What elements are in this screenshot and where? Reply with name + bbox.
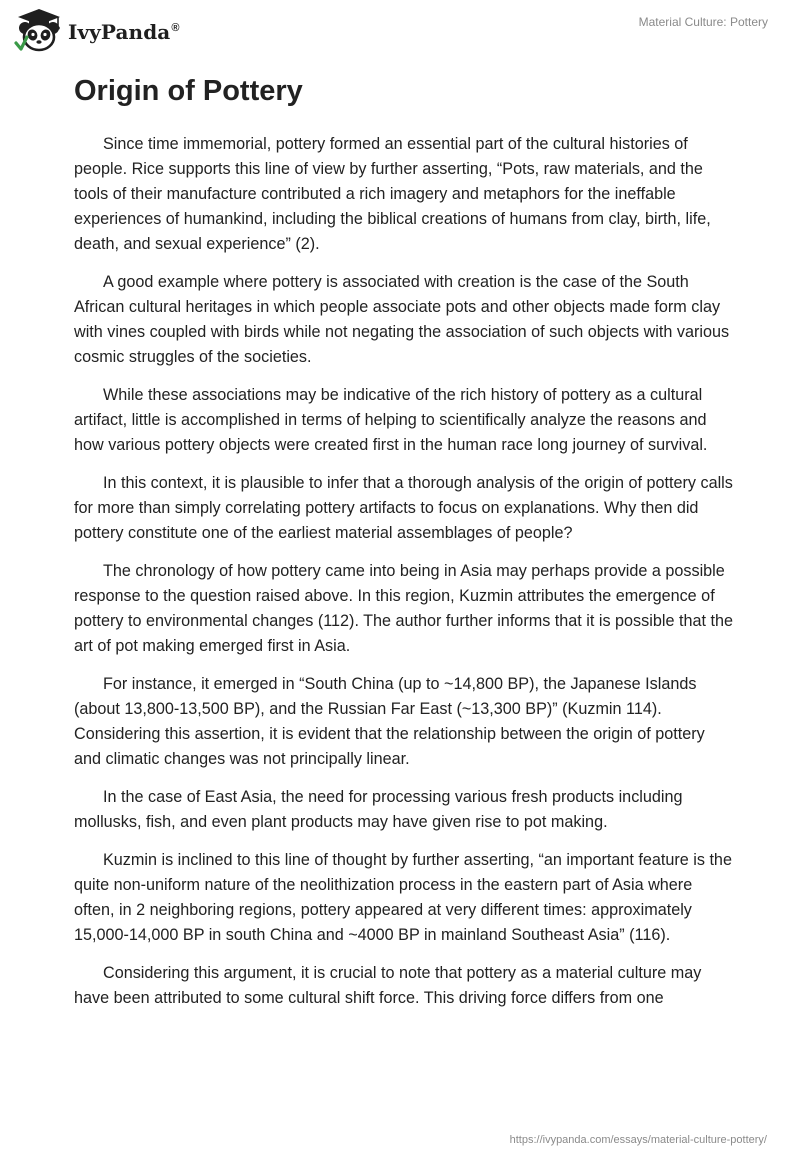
paragraph-3: While these associations may be indicative of the rich history of pottery as a cultural artifact, little is accomplished in terms of helping to scientifically analyze the reasons and how various pottery objects were created first in the human race long journey of survival. xyxy=(74,386,708,454)
paragraph-6: For instance, it emerged in “South China (up to ~14,800 BP), the Japanese Islands (about 13,800-13,500 BP), and the Russian Far East (~13,300 BP)” (Kuzmin 114). Considering this assertion, it is evident that the relationship between the origin of pottery and climatic changes was not principally linear. xyxy=(74,675,705,768)
registered-mark: ® xyxy=(171,22,180,35)
source-url[interactable]: https://ivypanda.com/essays/material-culture-pottery/ xyxy=(509,1134,767,1146)
logo-wordmark: IvyPanda® xyxy=(68,20,180,44)
paragraph-7: In the case of East Asia, the need for processing various fresh products including mollusks, fish, and even plant products may have given rise to pot making. xyxy=(74,788,683,831)
essay-body xyxy=(74,72,734,1024)
paragraph-2: A good example where pottery is associated with creation is the case of the South African cultural heritages in which people associate pots and other objects made form clay with vines coupled with birds while not negating the association of such objects with various cosmic struggles of the societies. xyxy=(74,273,730,366)
paragraph-8: Kuzmin is inclined to this line of thought by further asserting, “an important feature is the quite non-uniform nature of the neolithization process in the eastern part of Asia where often, in 2 neighboring regions, pottery appeared at very different times: approximately 15,000-14,000 BP in south China and ~4000 BP in mainland Southeast Asia” (116). xyxy=(74,851,732,944)
document-title: Material Culture: Pottery xyxy=(638,15,768,29)
ivypanda-logo[interactable] xyxy=(14,7,180,53)
paragraph-1: Since time immemorial, pottery formed an essential part of the cultural histories of people. Rice supports this line of view by further asserting, “Pots, raw materials, and the tools of their manufacture contributed a rich imagery and metaphors for the ineffable experiences of humankind, including the biblical creations of humans from clay, birth, life, death, and sexual experience” (2). xyxy=(74,135,711,253)
paragraph-9: Considering this argument, it is crucial to note that pottery as a material culture may have been attributed to some cultural shift force. This driving force differs from one xyxy=(74,964,702,1007)
panda-logo-icon xyxy=(14,7,64,53)
section-heading: Origin of Pottery xyxy=(74,75,303,107)
paragraph-5: The chronology of how pottery came into being in Asia may perhaps provide a possible response to the question raised above. In this region, Kuzmin attributes the emergence of pottery to environmental changes (112). The author further informs that it is possible that the art of pot making emerged first in Asia. xyxy=(74,562,733,655)
paragraph-4: In this context, it is plausible to infer that a thorough analysis of the origin of pottery calls for more than simply correlating pottery artifacts to focus on explanations. Why then did pottery constitute one of the earliest material assemblages of people? xyxy=(74,474,733,542)
page-header xyxy=(0,0,800,60)
